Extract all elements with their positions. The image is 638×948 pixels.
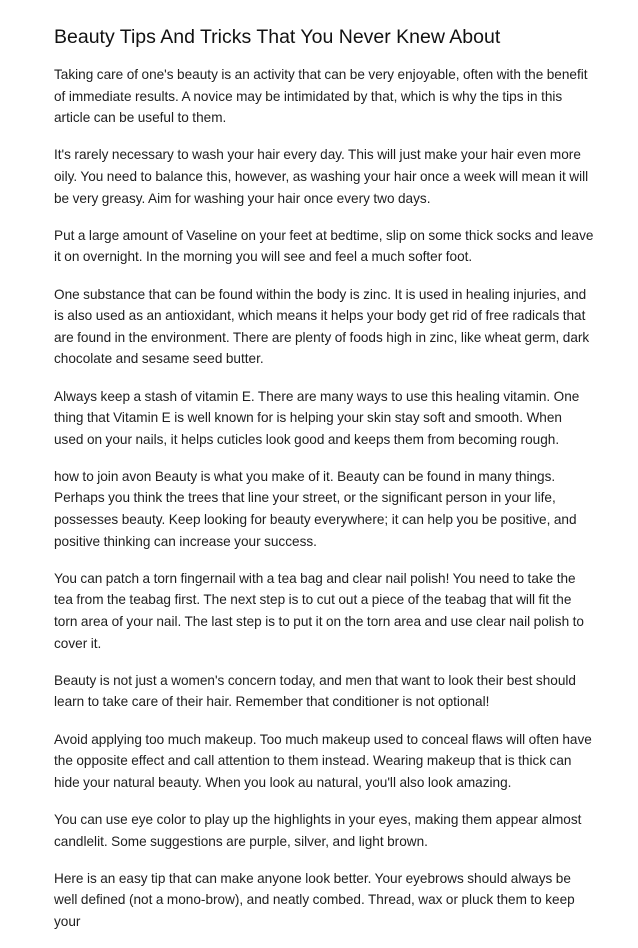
document-page [54, 22, 594, 948]
paragraph-zinc: One substance that can be found within the body is zinc. It is used in healing injuries, and is also used as an antioxidant, which means it helps your body get rid of free radicals that are found in the environment. There are plenty of foods high in zinc, like wheat germ, dark chocolate and sesame seed butter. [54, 286, 590, 367]
paragraph-beauty-everywhere: how to join avon Beauty is what you make of it. Beauty can be found in many things. Perhaps you think the trees that line your street, or the significant person in your life, possesses beauty. Keep looking for beauty everywhere; it can help you be positive, and positive thinking can increase your success. [54, 468, 577, 549]
paragraph-men-hair: Beauty is not just a women's concern today, and men that want to look their best should learn to take care of their hair. Remember that conditioner is not optional! [54, 672, 576, 710]
paragraph-eyebrows: Here is an easy tip that can make anyone look better. Your eyebrows should always be well defined (not a mono-brow), and neatly combed. Thread, wax or pluck them to keep your [54, 870, 575, 929]
paragraph-eye-color: You can use eye color to play up the highlights in your eyes, making them appear almost candlelit. Some suggestions are purple, silver, and light brown. [54, 811, 582, 849]
document-title: Beauty Tips And Tricks That You Never Knew About [54, 26, 501, 48]
paragraph-hair-washing: It's rarely necessary to wash your hair every day. This will just make your hair even more oily. You need to balance this, however, as washing your hair once a week will mean it will be very greasy. Aim for washing your hair once every two days. [54, 147, 589, 206]
paragraph-hair-care-intro: Taking care of one's beauty is an activity that can be very enjoyable, often with the benefit of immediate results. A novice may be intimidated by that, which is why the tips in this article can be useful to them. [54, 67, 588, 126]
paragraph-torn-fingernail: You can patch a torn fingernail with a tea bag and clear nail polish! You need to take the tea from the teabag first. The next step is to cut out a piece of the teabag that will fit the torn area of your nail. The last step is to put it on the torn area and use clear nail polish to cover it. [54, 570, 584, 651]
paragraph-vitamin-e: Always keep a stash of vitamin E. There are many ways to use this healing vitamin. One thing that Vitamin E is well known for is helping your skin stay soft and smooth. When used on your nails, it helps cuticles look good and keeps them from becoming rough. [54, 388, 580, 447]
paragraph-vaseline-feet: Put a large amount of Vaseline on your feet at bedtime, slip on some thick socks and leave it on overnight. In the morning you will see and feel a much softer foot. [54, 227, 594, 265]
paragraph-makeup: Avoid applying too much makeup. Too much makeup used to conceal flaws will often have the opposite effect and call attention to them instead. Wearing makeup that is thick can hide your natural beauty. When you look au natural, you'll also look amazing. [54, 731, 592, 790]
